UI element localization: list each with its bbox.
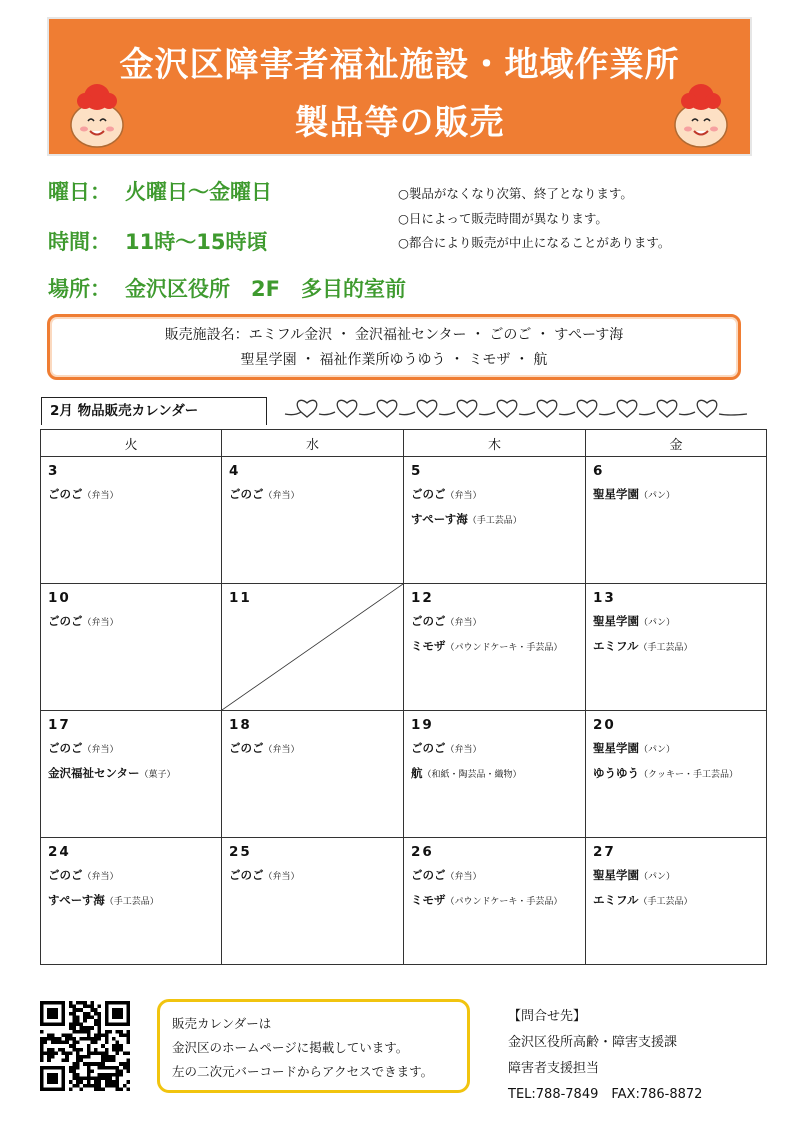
sale-item	[229, 740, 403, 756]
day-number: 11	[229, 590, 252, 606]
vendor-name: ごのご	[48, 614, 83, 628]
calendar-day-cell	[222, 584, 404, 711]
calendar-day-cell	[222, 711, 404, 838]
contact-section: 障害者支援担当	[508, 1061, 600, 1076]
day-number: 10	[48, 590, 71, 606]
calendar-week-row	[41, 838, 767, 965]
info-line: 左の二次元バーコードからアクセスできます。	[172, 1064, 434, 1079]
mascot-illustration-left	[57, 75, 137, 155]
product-detail: （パン）	[639, 745, 676, 755]
vendor-name: ごのご	[411, 868, 446, 882]
day-number: 5	[411, 463, 423, 479]
sale-item	[411, 638, 585, 654]
sale-item	[48, 765, 221, 781]
sale-item	[48, 892, 221, 908]
vendor-name: 聖星学園	[593, 614, 639, 628]
banner-title-line1: 金沢区障害者福祉施設・地域作業所	[119, 45, 680, 85]
place-label: 場所：	[48, 277, 111, 301]
sale-item	[593, 765, 766, 781]
product-detail: （弁当）	[82, 872, 119, 882]
calendar-week-row	[41, 584, 767, 711]
sale-item	[48, 486, 221, 502]
contact-heading: 【問合せ先】	[508, 1009, 587, 1024]
vendor-name: 聖星学園	[593, 487, 639, 501]
weekday-header-fri: 金	[586, 430, 767, 457]
calendar-day-cell	[586, 584, 767, 711]
calendar-week-row	[41, 711, 767, 838]
calendar-day-cell	[404, 457, 586, 584]
closed-day-slash	[222, 584, 403, 710]
sale-item	[411, 613, 585, 629]
calendar-day-cell	[586, 711, 767, 838]
calendar-header-row	[41, 430, 767, 457]
calendar-week-row	[41, 457, 767, 584]
notice-item: ○都合により販売が中止になることがあります。	[398, 235, 671, 250]
calendar-day-cell	[404, 584, 586, 711]
day-number: 26	[411, 844, 434, 860]
calendar-day-cell	[586, 838, 767, 965]
day-number: 4	[229, 463, 241, 479]
vendor-name: ミモザ	[411, 893, 446, 907]
product-detail: （弁当）	[263, 745, 300, 755]
day-number: 12	[411, 590, 434, 606]
day-number: 17	[48, 717, 71, 733]
product-detail: （パウンドケーキ・手芸品）	[445, 643, 563, 653]
info-line: 金沢区のホームページに掲載しています。	[172, 1040, 409, 1055]
calendar-day-cell	[404, 711, 586, 838]
vendor-name: 航	[411, 766, 423, 780]
sale-item	[48, 867, 221, 883]
facilities-line1: 販売施設名：エミフル金沢 ・ 金沢福祉センター ・ ごのご ・ すぺーす海	[164, 327, 624, 343]
calendar-day-cell	[41, 838, 222, 965]
time-value: 11時～15時頃	[125, 230, 268, 254]
weekday-header-thu: 木	[404, 430, 586, 457]
day-number: 3	[48, 463, 60, 479]
vendor-name: すぺーす海	[411, 512, 468, 526]
day-number: 24	[48, 844, 71, 860]
facilities-box	[47, 314, 741, 380]
banner-title-line2: 製品等の販売	[294, 103, 505, 143]
day-number: 13	[593, 590, 616, 606]
days-value: 火曜日～金曜日	[125, 180, 272, 204]
title-banner	[47, 17, 752, 156]
product-detail: （弁当）	[82, 618, 119, 628]
vendor-name: ごのご	[48, 487, 83, 501]
day-number: 25	[229, 844, 252, 860]
sale-item	[48, 740, 221, 756]
calendar-day-cell	[41, 584, 222, 711]
sale-item	[593, 892, 766, 908]
product-detail: （手工芸品）	[638, 643, 693, 653]
day-number: 20	[593, 717, 616, 733]
vendor-name: エミフル	[593, 893, 639, 907]
product-detail: （弁当）	[82, 491, 119, 501]
notice-item: ○製品がなくなり次第、終了となります。	[398, 186, 633, 201]
product-detail: （手工芸品）	[638, 897, 693, 907]
sale-item	[229, 486, 403, 502]
sale-item	[411, 867, 585, 883]
vendor-name: ごのご	[411, 614, 446, 628]
contact-block	[508, 1004, 702, 1108]
calendar-day-cell	[222, 838, 404, 965]
info-line: 販売カレンダーは	[172, 1016, 272, 1031]
days-label: 曜日：	[48, 180, 111, 204]
vendor-name: ミモザ	[411, 639, 446, 653]
day-number: 27	[593, 844, 616, 860]
mascot-illustration-right	[661, 75, 741, 155]
qr-code[interactable]	[40, 1001, 130, 1091]
calendar-day-cell	[586, 457, 767, 584]
sale-item	[48, 613, 221, 629]
sale-item	[593, 486, 766, 502]
product-detail: （弁当）	[445, 491, 482, 501]
sale-item	[411, 486, 585, 502]
place-row	[48, 273, 406, 303]
place-value: 金沢区役所 2F 多目的室前	[125, 277, 406, 301]
hearts-decoration	[283, 394, 753, 420]
calendar-info-box	[157, 999, 470, 1093]
product-detail: （パウンドケーキ・手芸品）	[445, 897, 563, 907]
sale-item	[411, 740, 585, 756]
product-detail: （弁当）	[445, 618, 482, 628]
calendar-day-cell	[41, 711, 222, 838]
product-detail: （弁当）	[263, 872, 300, 882]
sale-item	[229, 867, 403, 883]
product-detail: （手工芸品）	[467, 516, 522, 526]
sale-item	[411, 892, 585, 908]
calendar-day-cell	[222, 457, 404, 584]
product-detail: （弁当）	[445, 872, 482, 882]
days-row	[48, 176, 272, 206]
sale-item	[593, 867, 766, 883]
time-row	[48, 226, 267, 256]
vendor-name: ごのご	[229, 487, 264, 501]
day-number: 6	[593, 463, 605, 479]
day-number: 18	[229, 717, 252, 733]
vendor-name: ごのご	[411, 487, 446, 501]
product-detail: （クッキー・手工芸品）	[639, 770, 739, 780]
sale-item	[411, 511, 585, 527]
vendor-name: すぺーす海	[48, 893, 105, 907]
calendar-day-cell	[41, 457, 222, 584]
vendor-name: ごのご	[48, 868, 83, 882]
product-detail: （菓子）	[139, 770, 176, 780]
calendar-day-cell	[404, 838, 586, 965]
product-detail: （和紙・陶芸品・織物）	[422, 770, 522, 780]
vendor-name: ごのご	[229, 868, 264, 882]
sale-item	[411, 765, 585, 781]
vendor-name: 聖星学園	[593, 868, 639, 882]
product-detail: （パン）	[639, 491, 676, 501]
contact-department: 金沢区役所高齢・障害支援課	[508, 1035, 678, 1050]
time-label: 時間：	[48, 230, 111, 254]
sale-item	[593, 740, 766, 756]
vendor-name: エミフル	[593, 639, 639, 653]
contact-phone-fax: TEL:788-7849 FAX:786-8872	[508, 1087, 703, 1102]
product-detail: （弁当）	[82, 745, 119, 755]
sales-calendar	[40, 429, 767, 965]
notice-list	[398, 182, 670, 256]
notice-item: ○日によって販売時間が異なります。	[398, 210, 608, 226]
product-detail: （弁当）	[263, 491, 300, 501]
product-detail: （パン）	[639, 872, 676, 882]
vendor-name: 聖星学園	[593, 741, 639, 755]
vendor-name: 金沢福祉センター	[48, 766, 140, 780]
day-number: 19	[411, 717, 434, 733]
sale-item	[593, 613, 766, 629]
product-detail: （パン）	[639, 618, 676, 628]
calendar-title: 2月 物品販売カレンダー	[41, 397, 267, 425]
vendor-name: ごのご	[411, 741, 446, 755]
vendor-name: ゆうゆう	[593, 766, 639, 780]
product-detail: （手工芸品）	[104, 897, 159, 907]
weekday-header-wed: 水	[222, 430, 404, 457]
weekday-header-tue: 火	[41, 430, 222, 457]
facilities-line2: 聖星学園 ・ 福祉作業所ゆうゆう ・ ミモザ ・ 航	[240, 352, 548, 368]
vendor-name: ごのご	[48, 741, 83, 755]
product-detail: （弁当）	[445, 745, 482, 755]
vendor-name: ごのご	[229, 741, 264, 755]
sale-item	[593, 638, 766, 654]
